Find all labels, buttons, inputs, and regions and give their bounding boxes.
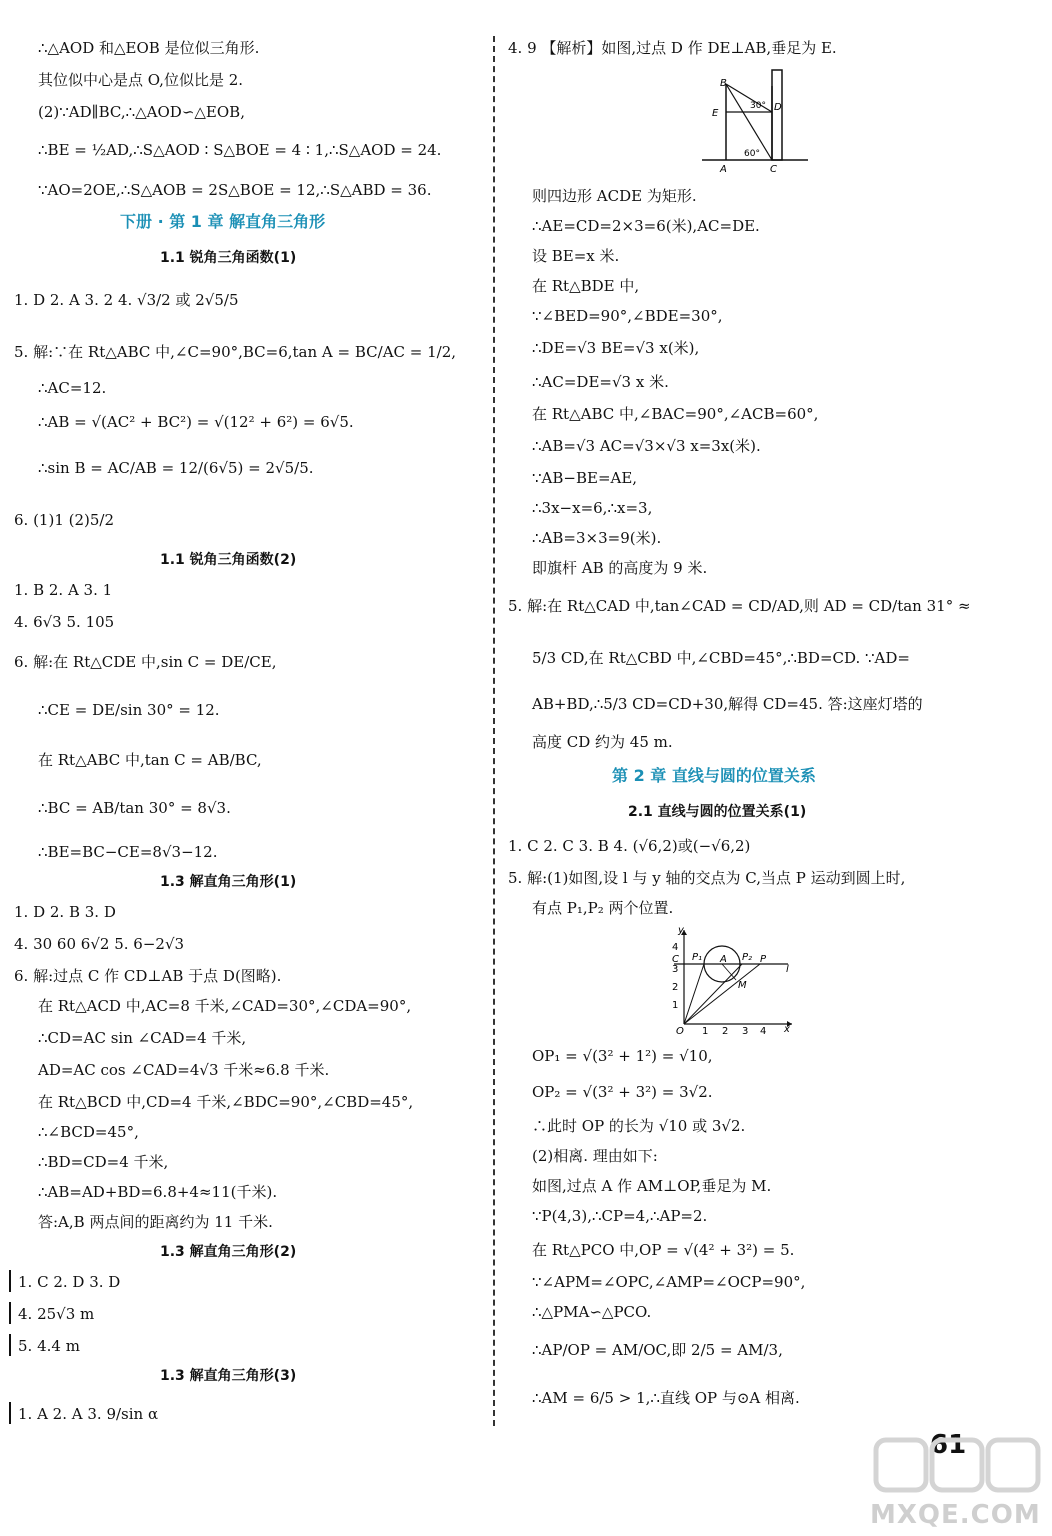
text-line: ∴AB=√3 AC=√3×√3 x=3x(米). <box>532 437 761 455</box>
text-line: 答:A,B 两点间的距离约为 11 千米. <box>38 1213 273 1231</box>
text-line: 在 Rt△BCD 中,CD=4 千米,∠BDC=90°,∠CBD=45°, <box>38 1093 414 1111</box>
margin-bar <box>9 1302 11 1324</box>
label-p1: P₁ <box>692 952 703 963</box>
text-line: ∴sin B = AC/AB = 12/(6√5) = 2√5/5. <box>38 459 314 477</box>
text-line: 在 Rt△ABC 中,tan C = AB/BC, <box>38 751 262 769</box>
text-line: AB+BD,∴5/3 CD=CD+30,解得 CD=45. 答:这座灯塔的 <box>532 695 923 713</box>
text-line: 则四边形 ACDE 为矩形. <box>532 187 697 205</box>
text-line: ∴AE=CD=2×3=6(米),AC=DE. <box>532 217 760 235</box>
text-line: ∴3x−x=6,∴x=3, <box>532 499 653 517</box>
text-line: 4. 25√3 m <box>18 1305 95 1323</box>
text-line: 5. 4.4 m <box>18 1337 80 1355</box>
section-heading: 1.3 解直角三角形(2) <box>160 1244 297 1260</box>
text-line: 1. D 2. B 3. D <box>14 903 116 921</box>
text-line: OP₂ = √(3² + 3²) = 3√2. <box>532 1083 713 1101</box>
tick-x-3: 3 <box>742 1026 749 1036</box>
text-line: 4. 9 【解析】如图,过点 D 作 DE⊥AB,垂足为 E. <box>508 39 837 57</box>
text-line: 在 Rt△BDE 中, <box>532 277 640 295</box>
label-angle-30: 30° <box>750 101 766 111</box>
coordinate-figure <box>668 924 798 1036</box>
margin-bar <box>9 1334 11 1356</box>
tick-x-4: 4 <box>760 1026 767 1036</box>
text-line: ∴△PMA∽△PCO. <box>532 1303 652 1321</box>
text-line: 1. A 2. A 3. 9/sin α <box>18 1405 159 1423</box>
text-line: 5. 解:在 Rt△CAD 中,tan∠CAD = CD/AD,则 AD = CD/tan 31° ≈ <box>508 597 971 615</box>
text-line: 6. (1)1 (2)5/2 <box>14 511 115 529</box>
text-line: 设 BE=x 米. <box>532 247 620 265</box>
section-heading: 1.3 解直角三角形(1) <box>160 874 297 890</box>
text-line: ∴BC = AB/tan 30° = 8√3. <box>38 799 231 817</box>
text-line: 高度 CD 约为 45 m. <box>532 733 673 751</box>
text-line: ∴DE=√3 BE=√3 x(米), <box>532 339 700 357</box>
text-line: 1. B 2. A 3. 1 <box>14 581 113 599</box>
label-m: M <box>738 980 747 991</box>
text-line: ∵AB−BE=AE, <box>532 469 638 487</box>
text-line: ∵AO=2OE,∴S△AOB = 2S△BOE = 12,∴S△ABD = 36. <box>38 181 432 199</box>
text-line: ∴AC=12. <box>38 379 107 397</box>
text-line: ∴AB=AD+BD=6.8+4≈11(千米). <box>38 1183 278 1201</box>
text-line: 即旗杆 AB 的高度为 9 米. <box>532 559 708 577</box>
margin-bar <box>9 1402 11 1424</box>
label-p: P <box>760 954 767 965</box>
text-line: (2)相离. 理由如下: <box>532 1147 658 1165</box>
text-line: 有点 P₁,P₂ 两个位置. <box>532 899 674 917</box>
margin-bar <box>9 1270 11 1292</box>
column-divider <box>493 36 495 1426</box>
label-a: A <box>720 164 727 175</box>
tick-x-2: 2 <box>722 1026 729 1036</box>
text-line: ∴AB=3×3=9(米). <box>532 529 662 547</box>
text-line: ∴BD=CD=4 千米, <box>38 1153 169 1171</box>
tick-x-1: 1 <box>702 1026 709 1036</box>
text-line: ∴AM = 6/5 > 1,∴直线 OP 与⊙A 相离. <box>532 1389 800 1407</box>
page-number: 61 <box>930 1430 967 1460</box>
text-line: 5/3 CD,在 Rt△CBD 中,∠CBD=45°,∴BD=CD. ∵AD= <box>532 649 910 667</box>
text-line: ∵∠BED=90°,∠BDE=30°, <box>532 307 723 325</box>
text-line: ∵P(4,3),∴CP=4,∴AP=2. <box>532 1207 708 1225</box>
chapter-heading: 第 2 章 直线与圆的位置关系 <box>612 766 816 785</box>
text-line: 4. 6√3 5. 105 <box>14 613 115 631</box>
flagpole-figure <box>700 68 810 178</box>
tick-y-2: 2 <box>672 982 679 993</box>
label-p2: P₂ <box>742 952 753 963</box>
text-line: 5. 解:∵在 Rt△ABC 中,∠C=90°,BC=6,tan A = BC/AC = 1/2, <box>14 343 457 361</box>
text-line: ∴CE = DE/sin 30° = 12. <box>38 701 220 719</box>
label-b: B <box>720 78 727 89</box>
text-line: 6. 解:在 Rt△CDE 中,sin C = DE/CE, <box>14 653 277 671</box>
text-line: ∴AB = √(AC² + BC²) = √(12² + 6²) = 6√5. <box>38 413 354 431</box>
text-line: ∴BE = ½AD,∴S△AOD ∶ S△BOE = 4 ∶ 1,∴S△AOD = 24. <box>38 141 442 159</box>
text-line: 1. C 2. C 3. B 4. (√6,2)或(−√6,2) <box>508 837 751 855</box>
label-d: D <box>774 102 782 113</box>
text-line: 5. 解:(1)如图,设 l 与 y 轴的交点为 C,当点 P 运动到圆上时, <box>508 869 906 887</box>
label-e: E <box>712 108 719 119</box>
label-c: C <box>672 954 679 965</box>
text-line: ∵∠APM=∠OPC,∠AMP=∠OCP=90°, <box>532 1273 806 1291</box>
text-line: ∴CD=AC sin ∠CAD=4 千米, <box>38 1029 247 1047</box>
text-line: ∴△AOD 和△EOB 是位似三角形. <box>38 39 260 57</box>
axis-y-label: y <box>678 925 684 936</box>
text-line: 在 Rt△PCO 中,OP = √(4² + 3²) = 5. <box>532 1241 795 1259</box>
text-line: ∴AC=DE=√3 x 米. <box>532 373 669 391</box>
text-line: (2)∵AD∥BC,∴△AOD∽△EOB, <box>38 103 245 121</box>
text-line: 如图,过点 A 作 AM⊥OP,垂足为 M. <box>532 1177 772 1195</box>
tick-y-3: 3 <box>672 964 679 975</box>
chapter-heading: 下册 · 第 1 章 解直角三角形 <box>120 212 326 231</box>
text-line: 在 Rt△ACD 中,AC=8 千米,∠CAD=30°,∠CDA=90°, <box>38 997 412 1015</box>
text-line: 在 Rt△ABC 中,∠BAC=90°,∠ACB=60°, <box>532 405 819 423</box>
text-line: 4. 30 60 6√2 5. 6−2√3 <box>14 935 185 953</box>
tick-y-1: 1 <box>672 1000 679 1011</box>
axis-x-label: x <box>784 1024 790 1035</box>
text-line: ∴∠BCD=45°, <box>38 1123 139 1141</box>
text-line: ∴AP/OP = AM/OC,即 2/5 = AM/3, <box>532 1341 783 1359</box>
text-line: 1. D 2. A 3. 2 4. √3/2 或 2√5/5 <box>14 291 239 309</box>
text-line: ∴此时 OP 的长为 √10 或 3√2. <box>532 1117 746 1135</box>
label-c: C <box>770 164 777 175</box>
section-heading: 2.1 直线与圆的位置关系(1) <box>628 804 807 820</box>
section-heading: 1.1 锐角三角函数(2) <box>160 552 297 568</box>
section-heading: 1.1 锐角三角函数(1) <box>160 250 297 266</box>
text-line: OP₁ = √(3² + 1²) = √10, <box>532 1047 713 1065</box>
label-a: A <box>720 954 727 965</box>
text-line: ∴BE=BC−CE=8√3−12. <box>38 843 218 861</box>
label-o: O <box>676 1026 684 1036</box>
section-heading: 1.3 解直角三角形(3) <box>160 1368 297 1384</box>
tick-y-4: 4 <box>672 942 679 953</box>
text-line: 1. C 2. D 3. D <box>18 1273 121 1291</box>
text-line: AD=AC cos ∠CAD=4√3 千米≈6.8 千米. <box>38 1061 330 1079</box>
watermark-text: MXQE.COM <box>870 1500 1041 1530</box>
text-line: 6. 解:过点 C 作 CD⊥AB 于点 D(图略). <box>14 967 282 985</box>
text-line: 其位似中心是点 O,位似比是 2. <box>38 71 244 89</box>
label-angle-60: 60° <box>744 149 760 159</box>
label-l: l <box>786 964 789 975</box>
